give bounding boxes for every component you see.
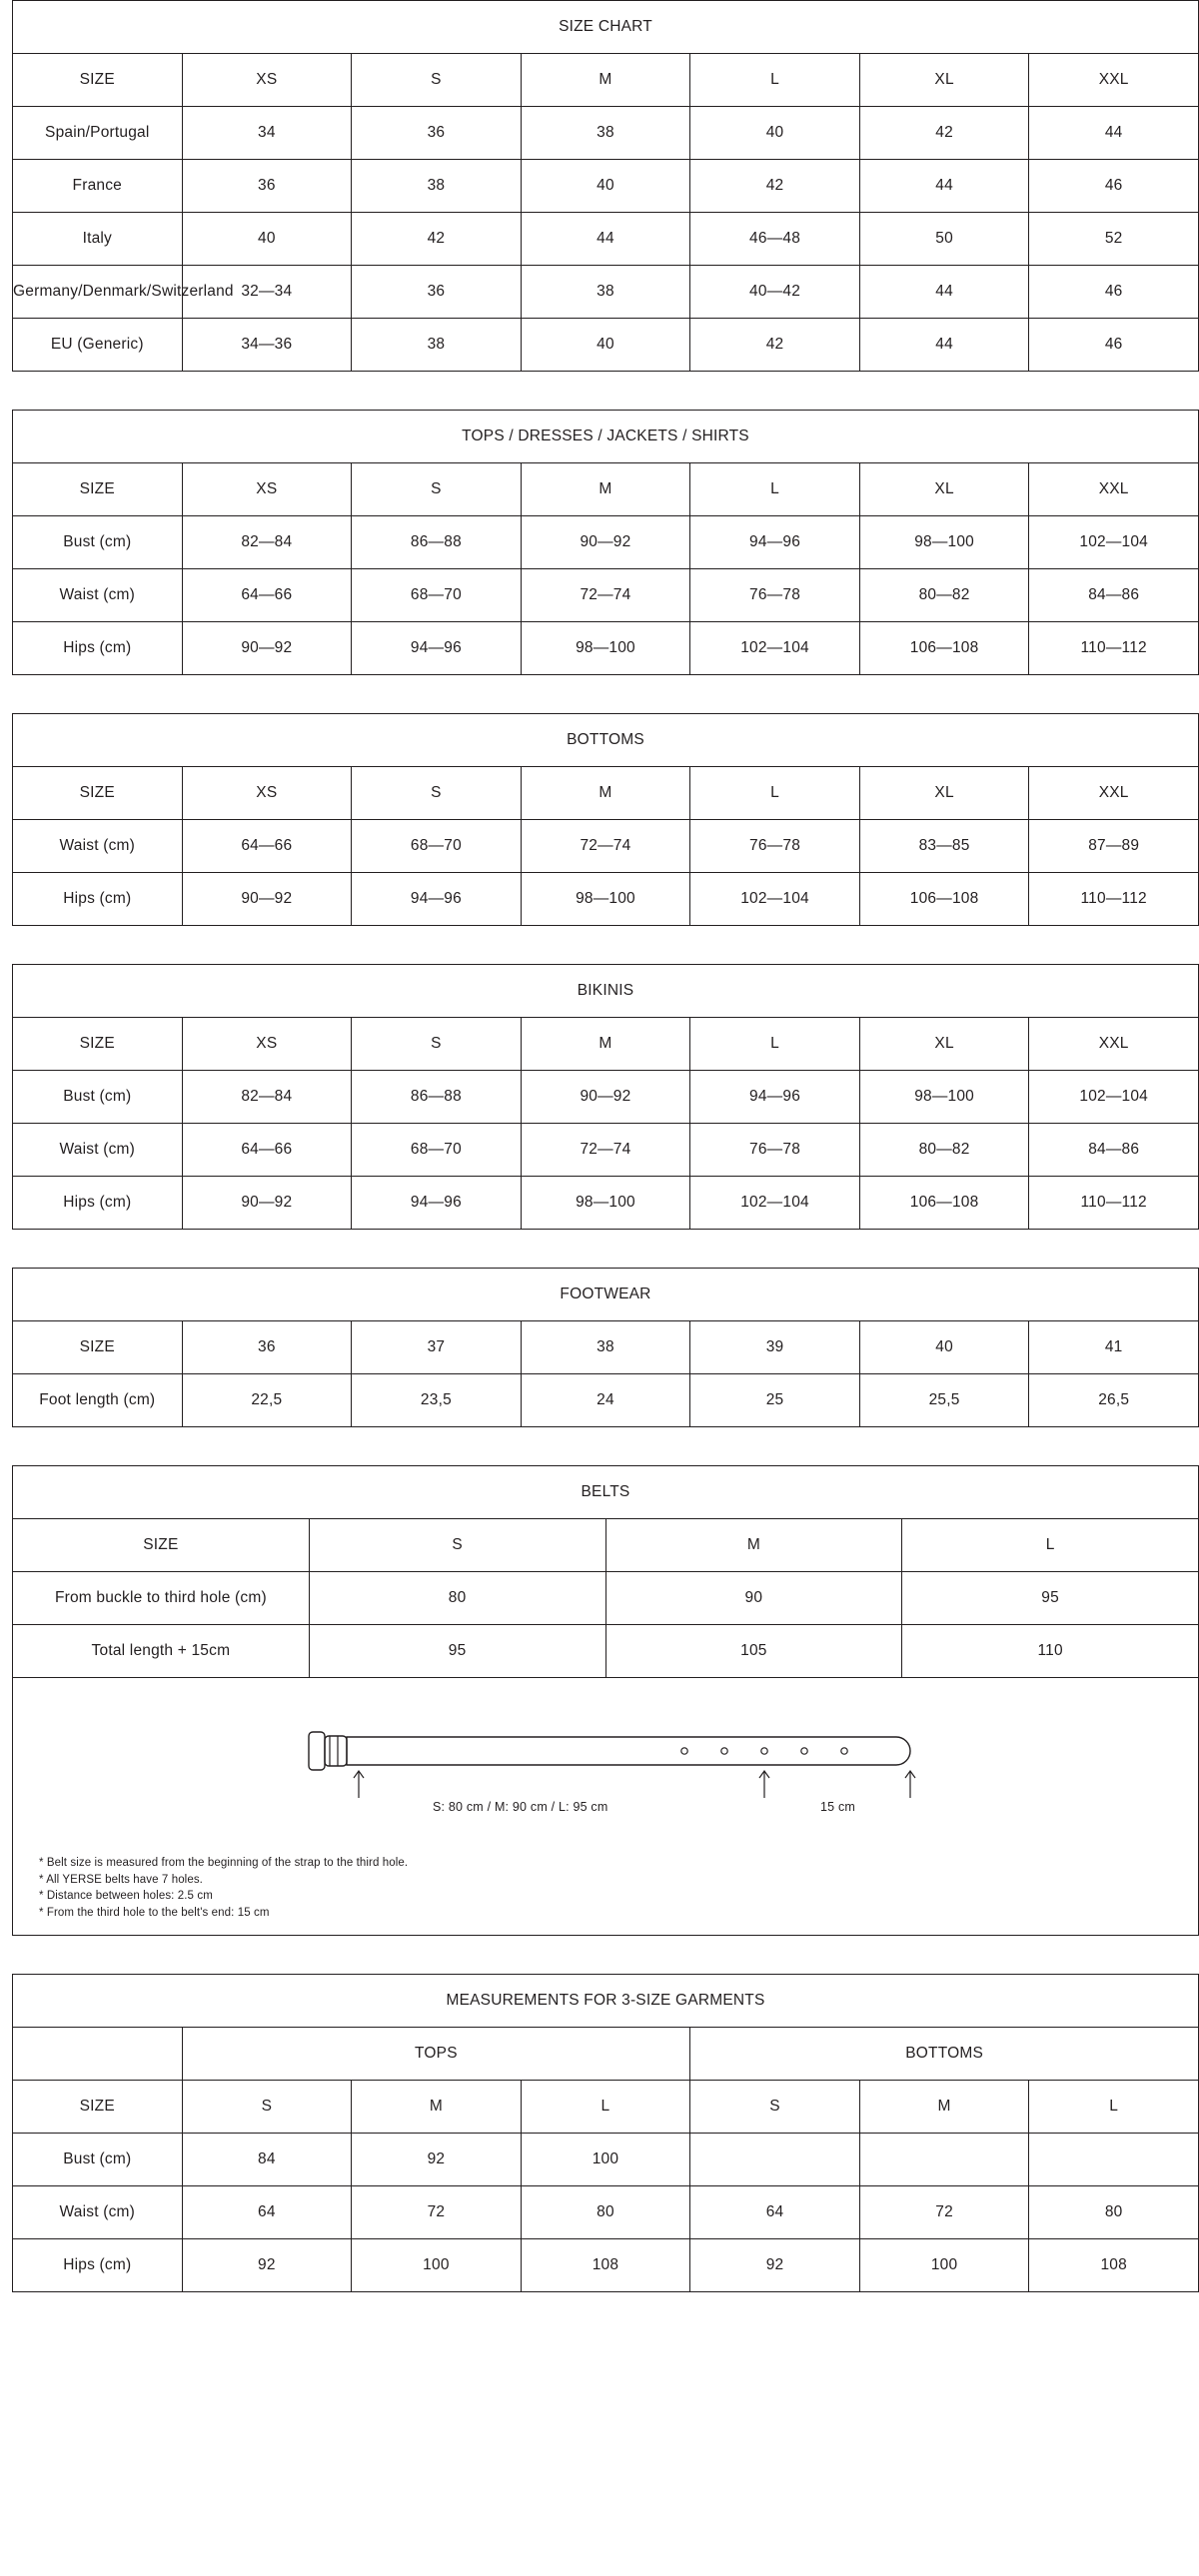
cell: 100: [352, 2239, 522, 2292]
column-header-xs: XS: [182, 1018, 352, 1071]
column-header-m: M: [521, 463, 690, 516]
column-header-bottoms-m: M: [859, 2081, 1029, 2134]
cell: 40: [690, 107, 860, 160]
row-label: Italy: [13, 213, 183, 266]
belts-header-row: [13, 1519, 1199, 1572]
table-row: [13, 873, 1199, 926]
table-row: [13, 622, 1199, 675]
row-label: Waist (cm): [13, 569, 183, 622]
cell: 46: [1029, 319, 1199, 372]
cell: 72—74: [521, 820, 690, 873]
size-chart-table: [12, 0, 1199, 372]
table-row: [13, 1071, 1199, 1124]
cell: 76—78: [690, 820, 860, 873]
cell: 98—100: [521, 1177, 690, 1230]
three-size-header-row: [13, 2081, 1199, 2134]
column-header-xxl: XXL: [1029, 767, 1199, 820]
bikinis-title: BIKINIS: [13, 965, 1199, 1018]
cell: 106—108: [859, 1177, 1029, 1230]
spacer: [12, 1936, 1187, 1974]
bottoms-title: BOTTOMS: [13, 714, 1199, 767]
cell: 98—100: [859, 516, 1029, 569]
column-header-tops-s: S: [182, 2081, 352, 2134]
bikinis-header-row: [13, 1018, 1199, 1071]
belt-note: * All YERSE belts have 7 holes.: [39, 1873, 203, 1886]
column-header-37: 37: [352, 1321, 522, 1374]
cell-empty: [690, 2134, 860, 2186]
cell: 64—66: [182, 569, 352, 622]
cell: 94—96: [352, 1177, 522, 1230]
cell: 76—78: [690, 1124, 860, 1177]
cell: 102—104: [1029, 516, 1199, 569]
cell: 84—86: [1029, 1124, 1199, 1177]
tops-header-row: [13, 463, 1199, 516]
cell: 90: [605, 1572, 902, 1625]
table-row: [13, 1124, 1199, 1177]
column-header-xl: XL: [859, 1018, 1029, 1071]
column-header-l: L: [690, 463, 860, 516]
cell: 72: [352, 2186, 522, 2239]
cell-empty: [859, 2134, 1029, 2186]
column-header-tops-l: L: [521, 2081, 690, 2134]
table-row: [13, 1374, 1199, 1427]
belts-title-row: [13, 1466, 1199, 1519]
size-chart-title-row: [13, 1, 1199, 54]
cell: 76—78: [690, 569, 860, 622]
column-header-s: S: [309, 1519, 605, 1572]
cell: 68—70: [352, 820, 522, 873]
cell: 84—86: [1029, 569, 1199, 622]
cell: 86—88: [352, 1071, 522, 1124]
table-row: [13, 266, 1199, 319]
table-row: [13, 516, 1199, 569]
column-header-m: M: [605, 1519, 902, 1572]
column-header-xxl: XXL: [1029, 54, 1199, 107]
column-header-bottoms-l: L: [1029, 2081, 1199, 2134]
cell: 82—84: [182, 516, 352, 569]
column-header-41: 41: [1029, 1321, 1199, 1374]
cell: 92: [352, 2134, 522, 2186]
cell: 90—92: [521, 516, 690, 569]
cell: 44: [859, 160, 1029, 213]
column-header-l: L: [690, 54, 860, 107]
row-label: Hips (cm): [13, 873, 183, 926]
cell: 100: [859, 2239, 1029, 2292]
cell: 34—36: [182, 319, 352, 372]
cell: 38: [352, 319, 522, 372]
table-row: [13, 2134, 1199, 2186]
cell: 98—100: [521, 622, 690, 675]
cell: 72—74: [521, 569, 690, 622]
cell: 50: [859, 213, 1029, 266]
three-size-group-row: [13, 2028, 1199, 2081]
cell: 52: [1029, 213, 1199, 266]
column-header-l: L: [902, 1519, 1199, 1572]
cell: 98—100: [521, 873, 690, 926]
cell: 94—96: [352, 622, 522, 675]
cell: 46: [1029, 160, 1199, 213]
column-header-s: S: [352, 54, 522, 107]
row-label: Hips (cm): [13, 622, 183, 675]
cell: 68—70: [352, 1124, 522, 1177]
column-header-s: S: [352, 1018, 522, 1071]
belt-diagram-box: [12, 1678, 1199, 1936]
cell: 110—112: [1029, 622, 1199, 675]
column-header-xl: XL: [859, 767, 1029, 820]
table-row: [13, 2186, 1199, 2239]
column-header-size: SIZE: [13, 1018, 183, 1071]
cell: 23,5: [352, 1374, 522, 1427]
column-header-size: SIZE: [13, 767, 183, 820]
row-label: Waist (cm): [13, 820, 183, 873]
belt-note: * Belt size is measured from the beginning of the strap to the third hole.: [39, 1857, 409, 1869]
column-header-m: M: [521, 54, 690, 107]
column-header-size: SIZE: [13, 2081, 183, 2134]
column-header-l: L: [690, 1018, 860, 1071]
cell: 84: [182, 2134, 352, 2186]
tops-table: [12, 410, 1199, 675]
cell: 25: [690, 1374, 860, 1427]
group-blank: [13, 2028, 183, 2081]
cell: 42: [690, 319, 860, 372]
cell: 44: [1029, 107, 1199, 160]
row-label: Hips (cm): [13, 2239, 183, 2292]
cell: 46—48: [690, 213, 860, 266]
cell: 110—112: [1029, 1177, 1199, 1230]
cell: 102—104: [1029, 1071, 1199, 1124]
group-header-tops: TOPS: [182, 2028, 690, 2081]
column-header-xs: XS: [182, 767, 352, 820]
column-header-size: SIZE: [13, 463, 183, 516]
column-header-xs: XS: [182, 54, 352, 107]
cell: 106—108: [859, 873, 1029, 926]
row-label: EU (Generic): [13, 319, 183, 372]
column-header-40: 40: [859, 1321, 1029, 1374]
footwear-title-row: [13, 1269, 1199, 1321]
footwear-table: [12, 1268, 1199, 1427]
cell: 92: [690, 2239, 860, 2292]
table-row: [13, 319, 1199, 372]
row-label: Bust (cm): [13, 1071, 183, 1124]
belts-title: BELTS: [13, 1466, 1199, 1519]
table-row: [13, 2239, 1199, 2292]
belt-notes: [39, 1855, 408, 1921]
cell: 90—92: [182, 1177, 352, 1230]
table-row: [13, 1625, 1199, 1678]
tops-title: TOPS / DRESSES / JACKETS / SHIRTS: [13, 411, 1199, 463]
cell: 83—85: [859, 820, 1029, 873]
cell: 44: [859, 319, 1029, 372]
bikinis-table: [12, 964, 1199, 1230]
column-header-size: SIZE: [13, 1321, 183, 1374]
bottoms-title-row: [13, 714, 1199, 767]
row-label: Bust (cm): [13, 2134, 183, 2186]
row-label: Waist (cm): [13, 1124, 183, 1177]
size-chart-title: SIZE CHART: [13, 1, 1199, 54]
row-label: Germany/Denmark/Switzerland: [13, 266, 183, 319]
cell: 24: [521, 1374, 690, 1427]
cell: 80: [1029, 2186, 1199, 2239]
column-header-xs: XS: [182, 463, 352, 516]
tops-title-row: [13, 411, 1199, 463]
column-header-size: SIZE: [13, 1519, 310, 1572]
cell: 86—88: [352, 516, 522, 569]
cell: 32—34: [182, 266, 352, 319]
cell: 42: [352, 213, 522, 266]
cell: 82—84: [182, 1071, 352, 1124]
belt-note: * Distance between holes: 2.5 cm: [39, 1890, 213, 1902]
size-chart-header-row: [13, 54, 1199, 107]
cell: 36: [352, 107, 522, 160]
table-row: [13, 820, 1199, 873]
cell: 90—92: [182, 873, 352, 926]
cell: 22,5: [182, 1374, 352, 1427]
cell: 34: [182, 107, 352, 160]
cell: 90—92: [521, 1071, 690, 1124]
three-size-title-row: [13, 1975, 1199, 2028]
cell: 40—42: [690, 266, 860, 319]
cell-empty: [1029, 2134, 1199, 2186]
cell: 25,5: [859, 1374, 1029, 1427]
cell: 38: [352, 160, 522, 213]
table-row: [13, 160, 1199, 213]
three-size-title: MEASUREMENTS FOR 3-SIZE GARMENTS: [13, 1975, 1199, 2028]
bottoms-header-row: [13, 767, 1199, 820]
cell: 46: [1029, 266, 1199, 319]
spacer: [12, 372, 1187, 410]
cell: 92: [182, 2239, 352, 2292]
spacer: [12, 1427, 1187, 1465]
row-label: Spain/Portugal: [13, 107, 183, 160]
column-header-m: M: [521, 767, 690, 820]
cell: 72—74: [521, 1124, 690, 1177]
cell: 102—104: [690, 622, 860, 675]
cell: 36: [352, 266, 522, 319]
spacer: [12, 675, 1187, 713]
cell: 105: [605, 1625, 902, 1678]
cell: 80—82: [859, 569, 1029, 622]
spacer: [12, 926, 1187, 964]
column-header-xxl: XXL: [1029, 1018, 1199, 1071]
column-header-39: 39: [690, 1321, 860, 1374]
footwear-title: FOOTWEAR: [13, 1269, 1199, 1321]
cell: 102—104: [690, 873, 860, 926]
cell: 40: [521, 319, 690, 372]
column-header-s: S: [352, 463, 522, 516]
cell: 98—100: [859, 1071, 1029, 1124]
group-header-bottoms: BOTTOMS: [690, 2028, 1199, 2081]
table-row: [13, 107, 1199, 160]
row-label: Bust (cm): [13, 516, 183, 569]
row-label: From buckle to third hole (cm): [13, 1572, 310, 1625]
bottoms-table: [12, 713, 1199, 926]
cell: 26,5: [1029, 1374, 1199, 1427]
table-row: [13, 213, 1199, 266]
cell: 42: [859, 107, 1029, 160]
cell: 94—96: [690, 516, 860, 569]
cell: 38: [521, 266, 690, 319]
cell: 68—70: [352, 569, 522, 622]
belts-table: [12, 1465, 1199, 1678]
cell: 110—112: [1029, 873, 1199, 926]
cell: 110: [902, 1625, 1199, 1678]
column-header-xl: XL: [859, 54, 1029, 107]
cell: 80: [521, 2186, 690, 2239]
column-header-xxl: XXL: [1029, 463, 1199, 516]
table-row: [13, 1177, 1199, 1230]
cell: 38: [521, 107, 690, 160]
cell: 44: [521, 213, 690, 266]
belt-tail-caption: 15 cm: [820, 1800, 856, 1814]
three-size-table: [12, 1974, 1199, 2292]
column-header-m: M: [521, 1018, 690, 1071]
cell: 64: [182, 2186, 352, 2239]
row-label: France: [13, 160, 183, 213]
column-header-l: L: [690, 767, 860, 820]
column-header-s: S: [352, 767, 522, 820]
row-label: Waist (cm): [13, 2186, 183, 2239]
cell: 108: [521, 2239, 690, 2292]
belt-note: * From the third hole to the belt's end: 15 cm: [39, 1906, 270, 1919]
cell: 95: [309, 1625, 605, 1678]
cell: 64—66: [182, 1124, 352, 1177]
cell: 64: [690, 2186, 860, 2239]
column-header-tops-m: M: [352, 2081, 522, 2134]
bikinis-title-row: [13, 965, 1199, 1018]
cell: 40: [521, 160, 690, 213]
cell: 44: [859, 266, 1029, 319]
table-row: [13, 1572, 1199, 1625]
belt-length-caption: S: 80 cm / M: 90 cm / L: 95 cm: [433, 1800, 608, 1814]
cell: 108: [1029, 2239, 1199, 2292]
cell: 36: [182, 160, 352, 213]
cell: 94—96: [352, 873, 522, 926]
cell: 40: [182, 213, 352, 266]
column-header-size: SIZE: [13, 54, 183, 107]
footwear-header-row: [13, 1321, 1199, 1374]
column-header-38: 38: [521, 1321, 690, 1374]
cell: 87—89: [1029, 820, 1199, 873]
cell: 94—96: [690, 1071, 860, 1124]
cell: 100: [521, 2134, 690, 2186]
row-label: Foot length (cm): [13, 1374, 183, 1427]
column-header-bottoms-s: S: [690, 2081, 860, 2134]
spacer: [12, 1230, 1187, 1268]
cell: 64—66: [182, 820, 352, 873]
cell: 106—108: [859, 622, 1029, 675]
cell: 72: [859, 2186, 1029, 2239]
row-label: Hips (cm): [13, 1177, 183, 1230]
cell: 90—92: [182, 622, 352, 675]
cell: 95: [902, 1572, 1199, 1625]
table-row: [13, 569, 1199, 622]
column-header-36: 36: [182, 1321, 352, 1374]
column-header-xl: XL: [859, 463, 1029, 516]
cell: 42: [690, 160, 860, 213]
cell: 102—104: [690, 1177, 860, 1230]
row-label: Total length + 15cm: [13, 1625, 310, 1678]
cell: 80—82: [859, 1124, 1029, 1177]
cell: 80: [309, 1572, 605, 1625]
